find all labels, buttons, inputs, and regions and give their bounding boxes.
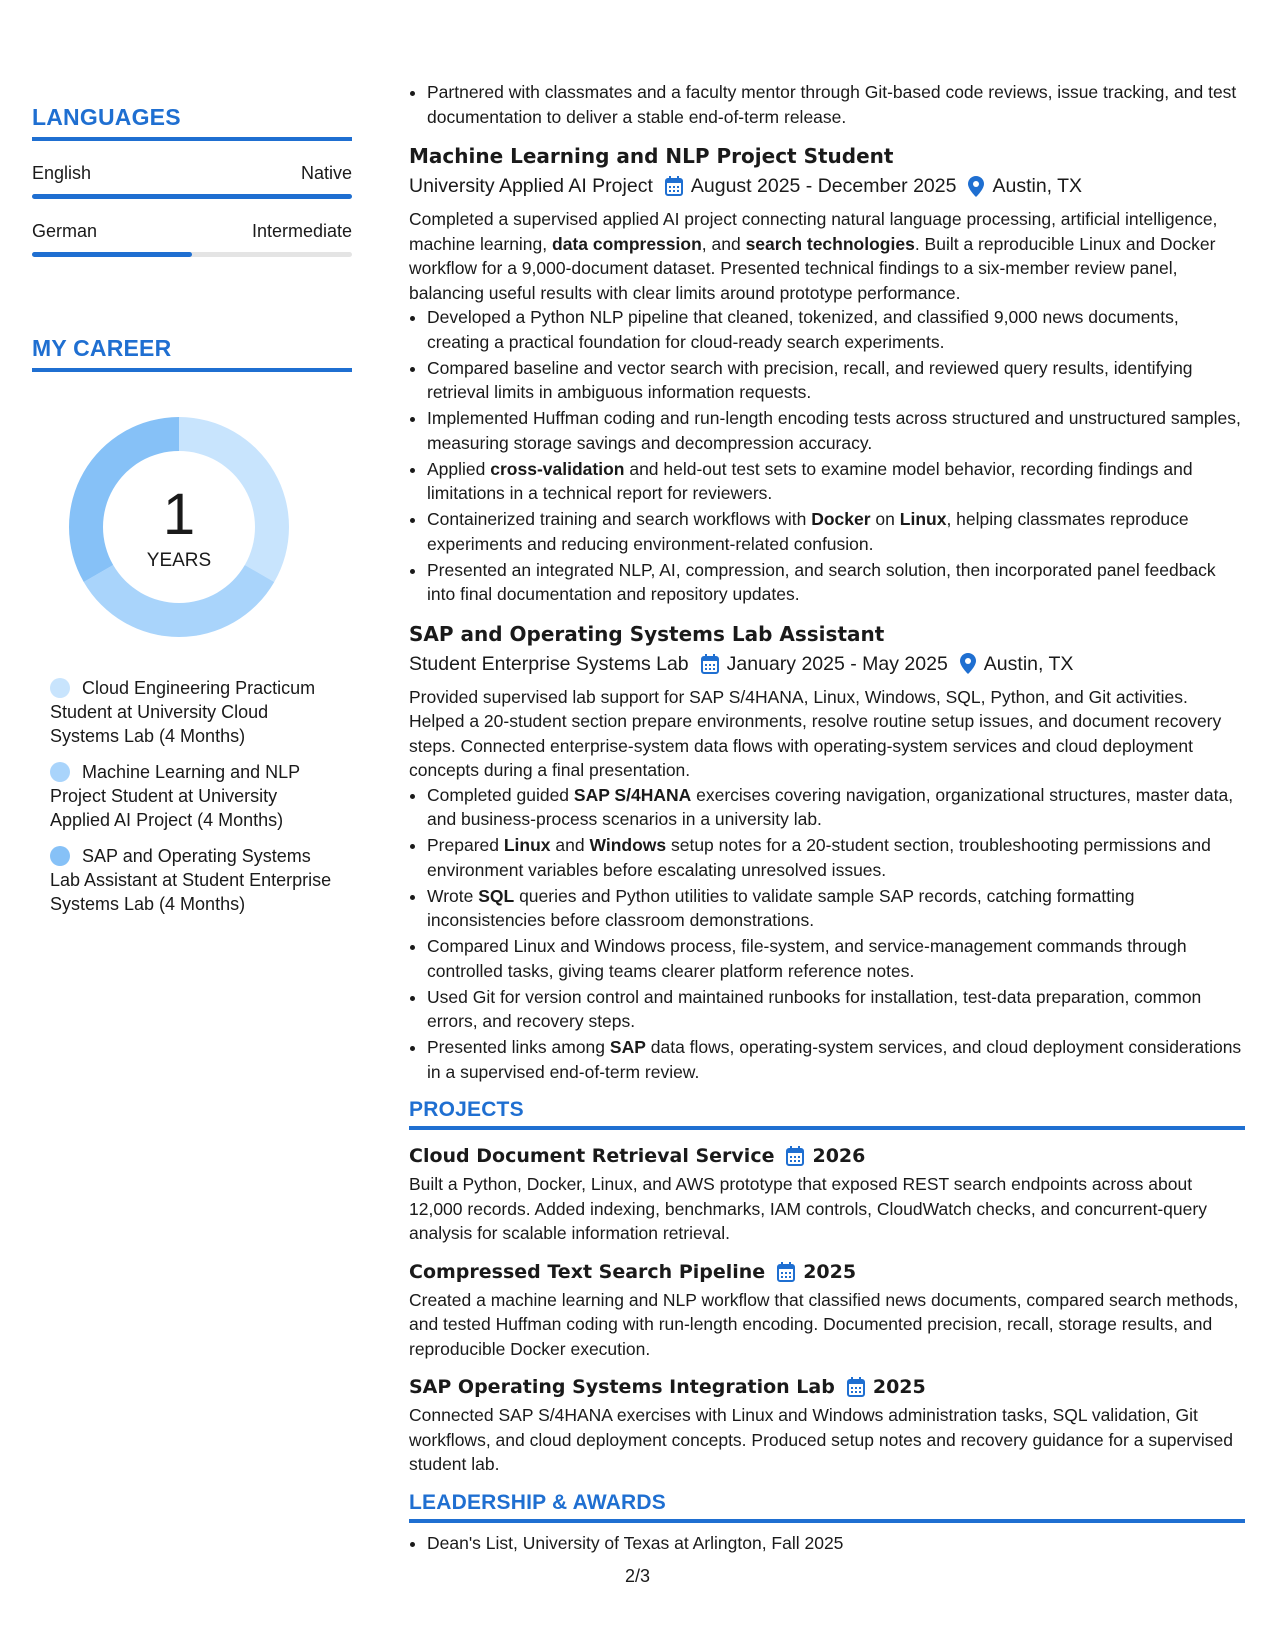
career-donut-chart xyxy=(66,414,292,640)
bullet-item: • Containerized training and search workflows with Docker on Linux, helping classmates reproduce experiments and reducing environment-related confusion. xyxy=(427,507,1245,556)
language-bar-fill xyxy=(32,252,192,257)
leadership-heading: LEADERSHIP & AWARDS xyxy=(409,1491,1245,1523)
project-description: Built a Python, Docker, Linux, and AWS prototype that exposed REST search endpoints across about 12,000 records. Added indexing, benchmarks, IAM controls, CloudWatch checks, and concurrent-query analysis for scalable information retrieval. xyxy=(409,1174,1207,1243)
legend-dot xyxy=(50,678,70,698)
job-summary: Completed a supervised applied AI project connecting natural language processing, artificial intelligence, machine learning, data compression, and search technologies. Built a reproducible Linux and Docker workflow for a 9,000-document dataset. Presented technical findings to a six-member review panel, balancing useful results with clear limits around prototype performance. xyxy=(409,209,1218,303)
job-meta xyxy=(409,649,1245,679)
bullet-item: • Prepared Linux and Windows setup notes for a 20-student section, troubleshooting permissions and environment variables before escalating unresolved issues. xyxy=(427,833,1245,882)
calendar-icon xyxy=(665,176,683,196)
project-entry xyxy=(409,1258,1245,1362)
calendar-icon xyxy=(701,654,719,674)
project-year: 2025 xyxy=(803,1260,857,1283)
language-bar-fill xyxy=(32,194,352,199)
language-level: Intermediate xyxy=(251,221,352,241)
job-summary: Provided supervised lab support for SAP S/4HANA, Linux, Windows, SQL, Python, and Git activities. Helped a 20-student section prepare environments, resolve routine setup issues, and document recovery steps. Connected enterprise-system data flows with operating-system services and cloud deployment concepts during a final presentation. xyxy=(409,686,1222,780)
career-item-text: SAP and Operating Systems Lab Assistant at Student Enterprise Systems Lab (4 Months) xyxy=(50,846,332,914)
language-bar xyxy=(32,252,352,257)
language-bar xyxy=(32,194,352,199)
language-name: German xyxy=(32,221,98,241)
career-total: 1 xyxy=(162,482,196,547)
bullet-item: • Presented links among SAP data flows, operating-system services, and cloud deployment considerations in a supervised end-of-term review. xyxy=(427,1035,1245,1084)
job-bullets xyxy=(409,305,1245,607)
language-item xyxy=(32,163,352,199)
bullet-item: • Dean's List, University of Texas at Arlington, Fall 2025 xyxy=(427,1531,1245,1556)
projects-heading: PROJECTS xyxy=(409,1098,1245,1130)
job-dates: August 2025 - December 2025 xyxy=(690,175,957,197)
location-pin-icon xyxy=(960,653,976,674)
project-title-row xyxy=(409,1258,1245,1286)
career-legend xyxy=(50,676,340,916)
job-entry xyxy=(409,619,1245,1085)
project-description: Connected SAP S/4HANA exercises with Linux and Windows administration tasks, SQL validation, Git workflows, and cloud deployment concepts. Produced setup notes and recovery guidance for a supervised student lab. xyxy=(409,1405,1233,1474)
career-unit: YEARS xyxy=(146,550,212,571)
bullet-item: • Implemented Huffman coding and run-length encoding tests across structured and unstructured samples, measuring storage savings and decompression accuracy. xyxy=(427,406,1245,455)
language-name: English xyxy=(32,163,92,183)
career-item-text: Cloud Engineering Practicum Student at University Cloud Systems Lab (4 Months) xyxy=(50,678,316,746)
job-location: Austin, TX xyxy=(992,175,1083,197)
job-dates: January 2025 - May 2025 xyxy=(726,652,948,675)
bullet-item: • Used Git for version control and maintained runbooks for installation, test-data preparation, common errors, and recovery steps. xyxy=(427,985,1245,1034)
bullet-item: • Partnered with classmates and a faculty mentor through Git-based code reviews, issue tracking, and test documentation to deliver a stable end-of-term release. xyxy=(427,80,1245,129)
donut-slice-2 xyxy=(84,565,275,637)
job-location: Austin, TX xyxy=(983,652,1074,675)
language-item xyxy=(32,221,352,257)
legend-dot xyxy=(50,846,70,866)
project-title: Compressed Text Search Pipeline xyxy=(409,1260,766,1283)
project-entry xyxy=(409,1142,1245,1246)
project-year: 2026 xyxy=(812,1145,866,1167)
project-description: Created a machine learning and NLP workflow that classified news documents, compared search methods, and tested Huffman coding with run-length encoding. Documented precision, recall, storage results, and reproducible Docker execution. xyxy=(409,1289,1239,1359)
bullet-item: • Compared Linux and Windows process, file-system, and service-management commands through controlled tasks, giving teams clearer platform reference notes. xyxy=(427,934,1245,983)
leadership-list xyxy=(409,1531,1245,1556)
languages-heading: LANGUAGES xyxy=(32,104,352,141)
career-legend-item xyxy=(50,760,340,832)
project-entry xyxy=(409,1373,1245,1477)
project-year: 2025 xyxy=(872,1376,926,1398)
job-title: SAP and Operating Systems Lab Assistant xyxy=(409,621,885,646)
job-meta xyxy=(409,171,1245,201)
calendar-icon xyxy=(777,1262,795,1282)
career-item-text: Machine Learning and NLP Project Student at University Applied AI Project (4 Months) xyxy=(50,762,300,830)
job-title: Machine Learning and NLP Project Student xyxy=(409,144,894,168)
page-number: 2/3 xyxy=(624,1566,651,1586)
job-entry xyxy=(409,141,1245,607)
career-heading: MY CAREER xyxy=(32,335,352,372)
legend-dot xyxy=(50,762,70,782)
calendar-icon xyxy=(786,1146,804,1166)
bullet-item: • Presented an integrated NLP, AI, compression, and search solution, then incorporated panel feedback into final documentation and repository updates. xyxy=(427,558,1245,607)
project-title-row xyxy=(409,1373,1245,1401)
calendar-icon xyxy=(847,1377,865,1397)
job-bullets xyxy=(409,783,1245,1085)
project-title: SAP Operating Systems Integration Lab xyxy=(409,1376,835,1398)
language-level: Native xyxy=(300,163,352,183)
bullet-item: • Applied cross-validation and held-out test sets to examine model behavior, recording findings and limitations in a technical report for reviewers. xyxy=(427,457,1245,506)
project-title-row xyxy=(409,1142,1245,1170)
job-org: Student Enterprise Systems Lab xyxy=(409,652,689,675)
job-org: University Applied AI Project xyxy=(409,175,653,197)
location-pin-icon xyxy=(968,176,984,197)
bullet-item: • Wrote SQL queries and Python utilities to validate sample SAP records, catching formatting inconsistencies before classroom demonstrations. xyxy=(427,884,1245,933)
main-content xyxy=(409,80,1245,1557)
career-legend-item xyxy=(50,676,340,748)
career-legend-item xyxy=(50,844,340,916)
sidebar xyxy=(32,104,352,928)
project-title: Cloud Document Retrieval Service xyxy=(409,1145,775,1167)
bullet-item: • Developed a Python NLP pipeline that cleaned, tokenized, and classified 9,000 news documents, creating a practical foundation for cloud-ready search experiments. xyxy=(427,305,1245,354)
bullet-item: • Compared baseline and vector search with precision, recall, and reviewed query results, identifying retrieval limits in ambiguous information requests. xyxy=(427,356,1245,405)
bullet-item: • Completed guided SAP S/4HANA exercises covering navigation, organizational structures, master data, and business-process scenarios in a university lab. xyxy=(427,783,1245,832)
previous-job-bullets xyxy=(409,80,1245,129)
